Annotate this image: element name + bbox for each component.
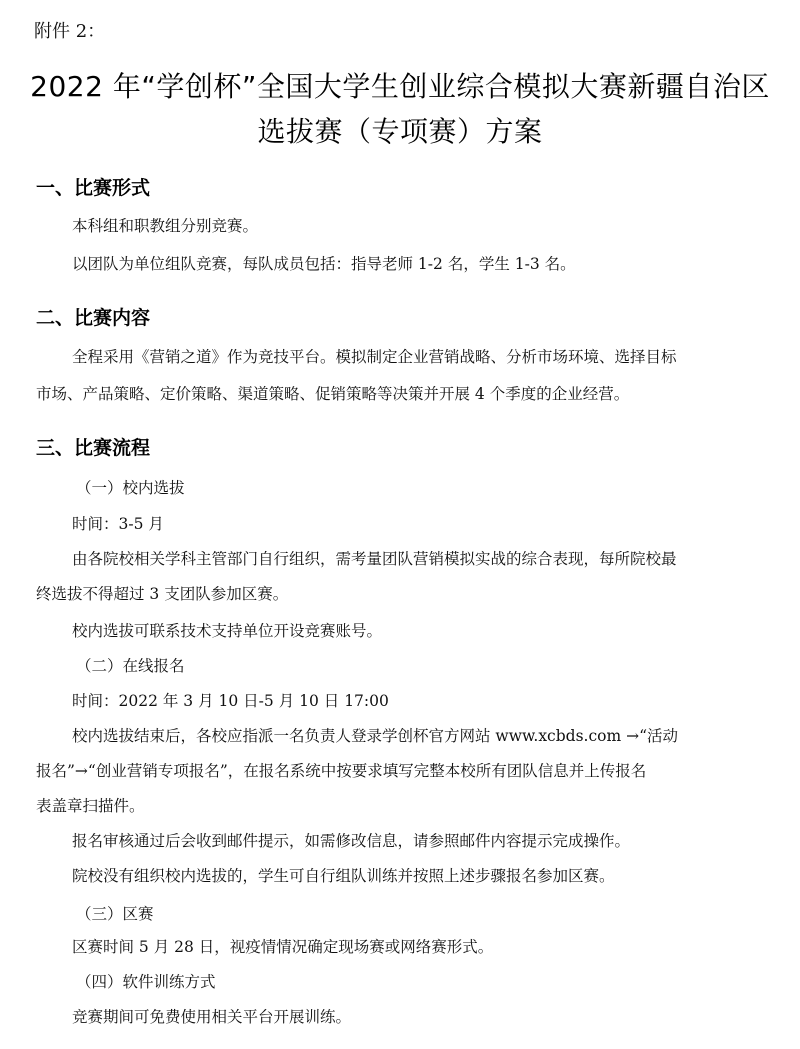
paragraph-line: 表盖章扫描件。 <box>36 797 145 815</box>
paragraph-line: 报名”→“创业营销专项报名”，在报名系统中按要求填写完整本校所有团队信息并上传报名 <box>36 762 647 780</box>
subsection-title: （一）校内选拔 <box>76 479 185 497</box>
document-title-line-2: 选拔赛（专项赛）方案 <box>257 115 543 148</box>
paragraph: 校内选拔可联系技术支持单位开设竞赛账号。 <box>72 622 383 640</box>
subsection-title: （四）软件训练方式 <box>76 973 216 991</box>
paragraph: 时间：3-5 月 <box>72 515 164 533</box>
paragraph: 区赛时间 5 月 28 日，视疫情情况确定现场赛或网络赛形式。 <box>72 938 494 956</box>
section-heading-process: 三、比赛流程 <box>36 437 151 459</box>
paragraph: 院校没有组织校内选拔的，学生可自行组队训练并按照上述步骤报名参加区赛。 <box>72 867 615 885</box>
paragraph: 以团队为单位组队竞赛，每队成员包括：指导老师 1-2 名，学生 1-3 名。 <box>72 255 576 273</box>
section-heading-format: 一、比赛形式 <box>36 177 151 199</box>
paragraph-line: 全程采用《营销之道》作为竞技平台。模拟制定企业营销战略、分析市场环境、选择目标 <box>72 348 677 366</box>
paragraph-line: 由各院校相关学科主管部门自行组织，需考量团队营销模拟实战的综合表现，每所院校最 <box>72 550 677 568</box>
paragraph-line: 校内选拔结束后，各校应指派一名负责人登录学创杯官方网站 www.xcbds.com →“活动 <box>72 727 679 745</box>
paragraph: 报名审核通过后会收到邮件提示，如需修改信息，请参照邮件内容提示完成操作。 <box>72 832 631 850</box>
section-heading-content: 二、比赛内容 <box>36 307 151 329</box>
subsection-title: （三）区赛 <box>76 905 154 923</box>
paragraph-line: 市场、产品策略、定价策略、渠道策略、促销策略等决策并开展 4 个季度的企业经营。 <box>36 385 630 403</box>
paragraph: 竞赛期间可免费使用相关平台开展训练。 <box>72 1008 352 1026</box>
paragraph: 时间：2022 年 3 月 10 日-5 月 10 日 17:00 <box>72 692 389 710</box>
document-title-line-1: 2022 年“学创杯”全国大学生创业综合模拟大赛新疆自治区 <box>30 70 770 103</box>
attachment-label: 附件 2： <box>34 21 106 42</box>
paragraph: 本科组和职教组分别竞赛。 <box>72 217 259 235</box>
subsection-title: （二）在线报名 <box>76 657 185 675</box>
paragraph-line: 终选拔不得超过 3 支团队参加区赛。 <box>36 585 289 603</box>
